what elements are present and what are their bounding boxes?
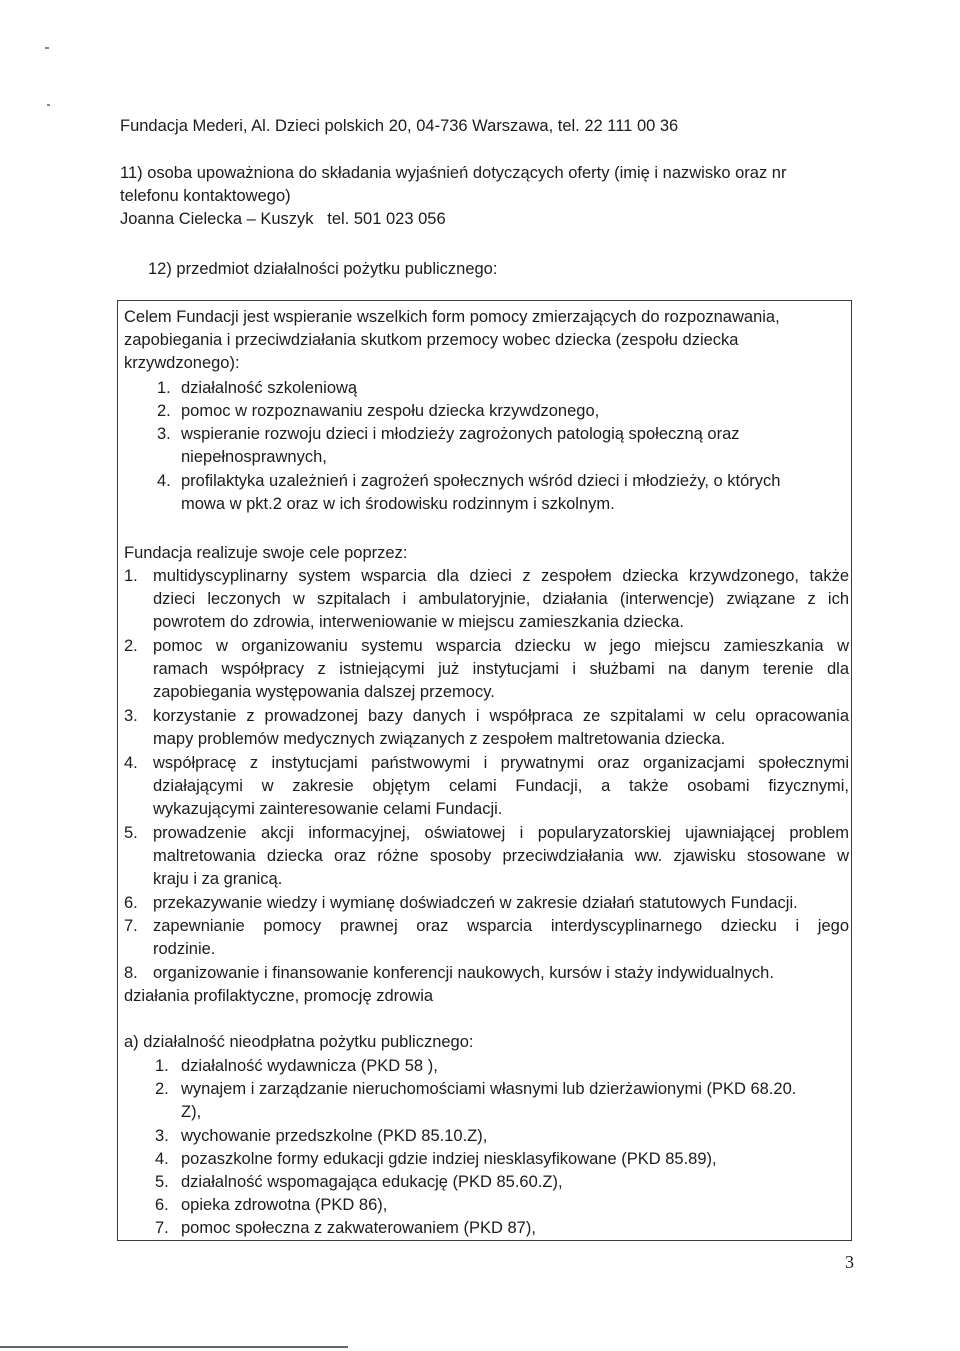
foundation-address: Fundacja Mederi, Al. Dzieci polskich 20, 04-736 Warszawa, tel. 22 111 00 36 bbox=[120, 117, 679, 135]
contact-person-label-line1: 11) osoba upoważniona do składania wyjaśnień dotyczących oferty (imię i nazwisko oraz nr bbox=[120, 164, 787, 182]
goals-intro-line: Celem Fundacji jest wspieranie wszelkich form pomocy zmierzających do rozpoznawania, bbox=[124, 308, 780, 326]
free-activity-item-text: wynajem i zarządzanie nieruchomościami własnymi lub dzierżawionymi (PKD 68.20. bbox=[181, 1080, 797, 1098]
realization-item-text: multidyscyplinarny system wsparcia dla dzieci z zespołem dziecka krzywdzonego, także bbox=[153, 567, 849, 585]
free-activity-item-number: 3. bbox=[155, 1127, 169, 1145]
realization-heading: Fundacja realizuje swoje cele poprzez: bbox=[124, 544, 408, 562]
realization-item-text: organizowanie i finansowanie konferencji naukowych, kursów i staży indywidualnych. bbox=[153, 964, 774, 982]
realization-item-number: 2. bbox=[124, 637, 138, 655]
free-activity-heading: a) działalność nieodpłatna pożytku publicznego: bbox=[124, 1033, 474, 1051]
goals-item-text: mowa w pkt.2 oraz w ich środowisku rodzinnym i szkolnym. bbox=[181, 495, 615, 513]
realization-item-text: zapobiegania występowania dalszej przemocy. bbox=[153, 683, 495, 701]
realization-item-text: prowadzenie akcji informacyjnej, oświatowej i popularyzatorskiej ujawniającej problem bbox=[153, 824, 849, 842]
realization-item-text: współpracę z instytucjami państwowymi i prywatnymi oraz organizacjami społecznymi bbox=[153, 754, 849, 772]
goals-item-number: 1. bbox=[157, 379, 171, 397]
realization-item-number: 4. bbox=[124, 754, 138, 772]
goals-item-number: 4. bbox=[157, 472, 171, 490]
realization-item-text: przekazywanie wiedzy i wymianę doświadczeń w zakresie działań statutowych Fundacji. bbox=[153, 894, 798, 912]
realization-item-text: maltretowania dziecka oraz różne sposoby przeciwdziałania ww. zjawisku stosowane w bbox=[153, 847, 849, 865]
realization-item-text: ramach współpracy z istniejącymi już instytucjami i służbami na danym terenie dla bbox=[153, 660, 849, 678]
goals-item-text: działalność szkoleniową bbox=[181, 379, 358, 397]
page-number: 3 bbox=[845, 1252, 854, 1272]
goals-item-number: 2. bbox=[157, 402, 171, 420]
free-activity-item-text: pozaszkolne formy edukacji gdzie indziej niesklasyfikowane (PKD 85.89), bbox=[181, 1150, 717, 1168]
section-12-heading: 12) przedmiot działalności pożytku publicznego: bbox=[148, 260, 498, 278]
goals-item-text: wspieranie rozwoju dzieci i młodzieży zagrożonych patologią społeczną oraz bbox=[181, 425, 740, 443]
realization-item-text: mapy problemów medycznych związanych z zespołem maltretowania dziecka. bbox=[153, 730, 726, 748]
goals-intro-line: krzywdzonego): bbox=[124, 354, 240, 372]
contact-person-label-line2: telefonu kontaktowego) bbox=[120, 187, 291, 205]
realization-item-text: wykazującymi zainteresowanie celami Fundacji. bbox=[153, 800, 503, 818]
free-activity-item-text: Z), bbox=[181, 1103, 202, 1121]
scan-speck bbox=[47, 104, 50, 106]
goals-item-text: profilaktyka uzależnień i zagrożeń społecznych wśród dzieci i młodzieży, o których bbox=[181, 472, 781, 490]
realization-item-text: powrotem do zdrowia, interweniowanie w miejscu zamieszkania dziecka. bbox=[153, 613, 684, 631]
free-activity-item-number: 4. bbox=[155, 1150, 169, 1168]
scan-speck bbox=[45, 47, 49, 49]
realization-item-number: 8. bbox=[124, 964, 138, 982]
free-activity-item-text: działalność wspomagająca edukację (PKD 85.60.Z), bbox=[181, 1173, 563, 1191]
free-activity-item-text: wychowanie przedszkolne (PKD 85.10.Z), bbox=[181, 1127, 488, 1145]
free-activity-item-text: opieka zdrowotna (PKD 86), bbox=[181, 1196, 388, 1214]
free-activity-item-number: 6. bbox=[155, 1196, 169, 1214]
realization-item-text: korzystanie z prowadzonej bazy danych i współpraca ze szpitalami w celu opracowania bbox=[153, 707, 849, 725]
realization-item-number: 3. bbox=[124, 707, 138, 725]
free-activity-item-number: 1. bbox=[155, 1057, 169, 1075]
realization-item-text: dzieci leczonych w szpitalach i ambulatoryjnie, działania (interwencje) związane z ich bbox=[153, 590, 849, 608]
goals-intro-line: zapobiegania i przeciwdziałania skutkom przemocy wobec dziecka (zespołu dziecka bbox=[124, 331, 739, 349]
realization-item-number: 6. bbox=[124, 894, 138, 912]
realization-item-text: działającymi w zakresie objętym celami Fundacji, a także osobami fizycznymi, bbox=[153, 777, 849, 795]
free-activity-item-number: 5. bbox=[155, 1173, 169, 1191]
realization-item-text: rodzinie. bbox=[153, 940, 216, 958]
realization-item-number: 5. bbox=[124, 824, 138, 842]
free-activity-item-text: pomoc społeczna z zakwaterowaniem (PKD 87), bbox=[181, 1219, 536, 1237]
contact-person-value: Joanna Cielecka – Kuszyk tel. 501 023 056 bbox=[120, 210, 446, 228]
realization-item-text: pomoc w organizowaniu systemu wsparcia dziecku w jego miejscu zamieszkania w bbox=[153, 637, 849, 655]
free-activity-item-number: 7. bbox=[155, 1219, 169, 1237]
free-activity-item-number: 2. bbox=[155, 1080, 169, 1098]
bottom-edge-line bbox=[0, 1346, 348, 1348]
free-activity-item-text: działalność wydawnicza (PKD 58 ), bbox=[181, 1057, 438, 1075]
goals-item-text: niepełnosprawnych, bbox=[181, 448, 327, 466]
goals-item-text: pomoc w rozpoznawaniu zespołu dziecka krzywdzonego, bbox=[181, 402, 600, 420]
realization-item-text: kraju i za granicą. bbox=[153, 870, 283, 888]
realization-item-number: 1. bbox=[124, 567, 138, 585]
goals-item-number: 3. bbox=[157, 425, 171, 443]
realization-closing: działania profilaktyczne, promocję zdrowia bbox=[124, 987, 434, 1005]
realization-item-number: 7. bbox=[124, 917, 138, 935]
realization-item-text: zapewnianie pomocy prawnej oraz wsparcia interdyscyplinarnego dziecku i jego bbox=[153, 917, 849, 935]
